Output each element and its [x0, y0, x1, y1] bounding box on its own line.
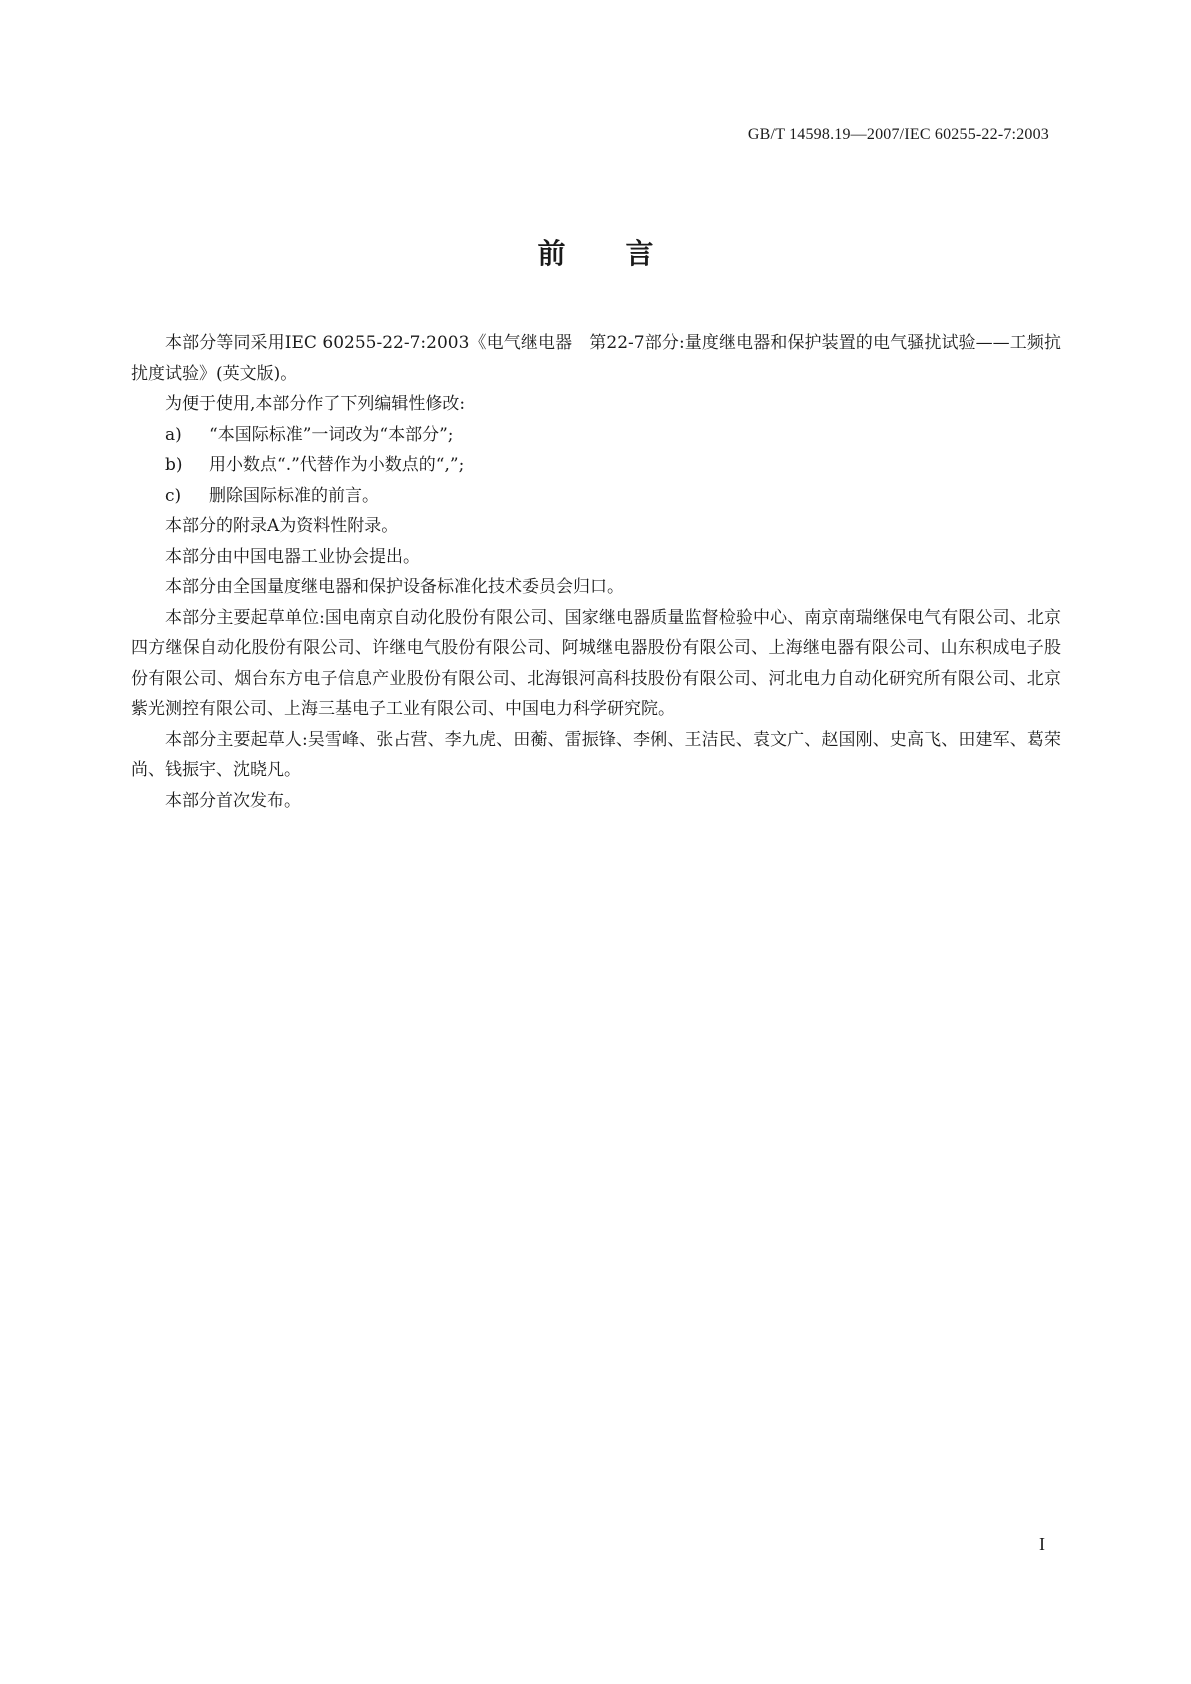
- list-item-text: 删除国际标准的前言。: [209, 485, 379, 506]
- standard-number-header: [748, 126, 1049, 144]
- page-title: 前言: [537, 237, 714, 270]
- paragraph-edits-intro: 为便于使用,本部分作了下列编辑性修改:: [165, 394, 466, 414]
- list-item: [131, 481, 1061, 512]
- paragraph-under-jurisdiction: 本部分由全国量度继电器和保护设备标准化技术委员会归口。: [165, 577, 624, 597]
- list-marker: a): [165, 424, 182, 445]
- foreword-body: [131, 328, 1061, 816]
- paragraph-drafters: 本部分主要起草人:吴雪峰、张占营、李九虎、田蘅、雷振锋、李俐、王洁民、袁文广、赵国刚、史高飞、田建军、葛荣尚、钱振宇、沈晓凡。: [131, 729, 1061, 780]
- paragraph-drafting-units: 本部分主要起草单位:国电南京自动化股份有限公司、国家继电器质量监督检验中心、南京南瑞继保电气有限公司、北京四方继保自动化股份有限公司、许继电气股份有限公司、阿城继电器股份有限公司、上海继电器有限公司、山东积成电子股份有限公司、烟台东方电子信息产业股份有限公司、北海银河高科技股份有限公司、河北电力自动化研究所有限公司、北京紫光测控有限公司、上海三基电子工业有限公司、中国电力科学研究院。: [131, 607, 1061, 719]
- list-marker: c): [165, 485, 182, 506]
- list-item-text: “本国际标准”一词改为“本部分”;: [209, 424, 454, 445]
- paragraph-adoption: 本部分等同采用IEC 60255-22-7:2003《电气继电器 第22-7部分:量度继电器和保护装置的电气骚扰试验——工频抗扰度试验》(英文版)。: [131, 333, 1061, 384]
- page-number: I: [1039, 1534, 1045, 1554]
- list-item: [131, 450, 1061, 481]
- list-item: [131, 420, 1061, 451]
- paragraph-proposed-by: 本部分由中国电器工业协会提出。: [165, 546, 420, 567]
- list-marker: b): [165, 455, 183, 475]
- paragraph-first-release: 本部分首次发布。: [165, 790, 301, 811]
- paragraph-annex: 本部分的附录A为资料性附录。: [165, 516, 399, 536]
- list-item-text: 用小数点“.”代替作为小数点的“,”;: [209, 455, 465, 475]
- standard-number: GB/T 14598.19—2007/IEC 60255-22-7:2003: [747, 126, 1049, 143]
